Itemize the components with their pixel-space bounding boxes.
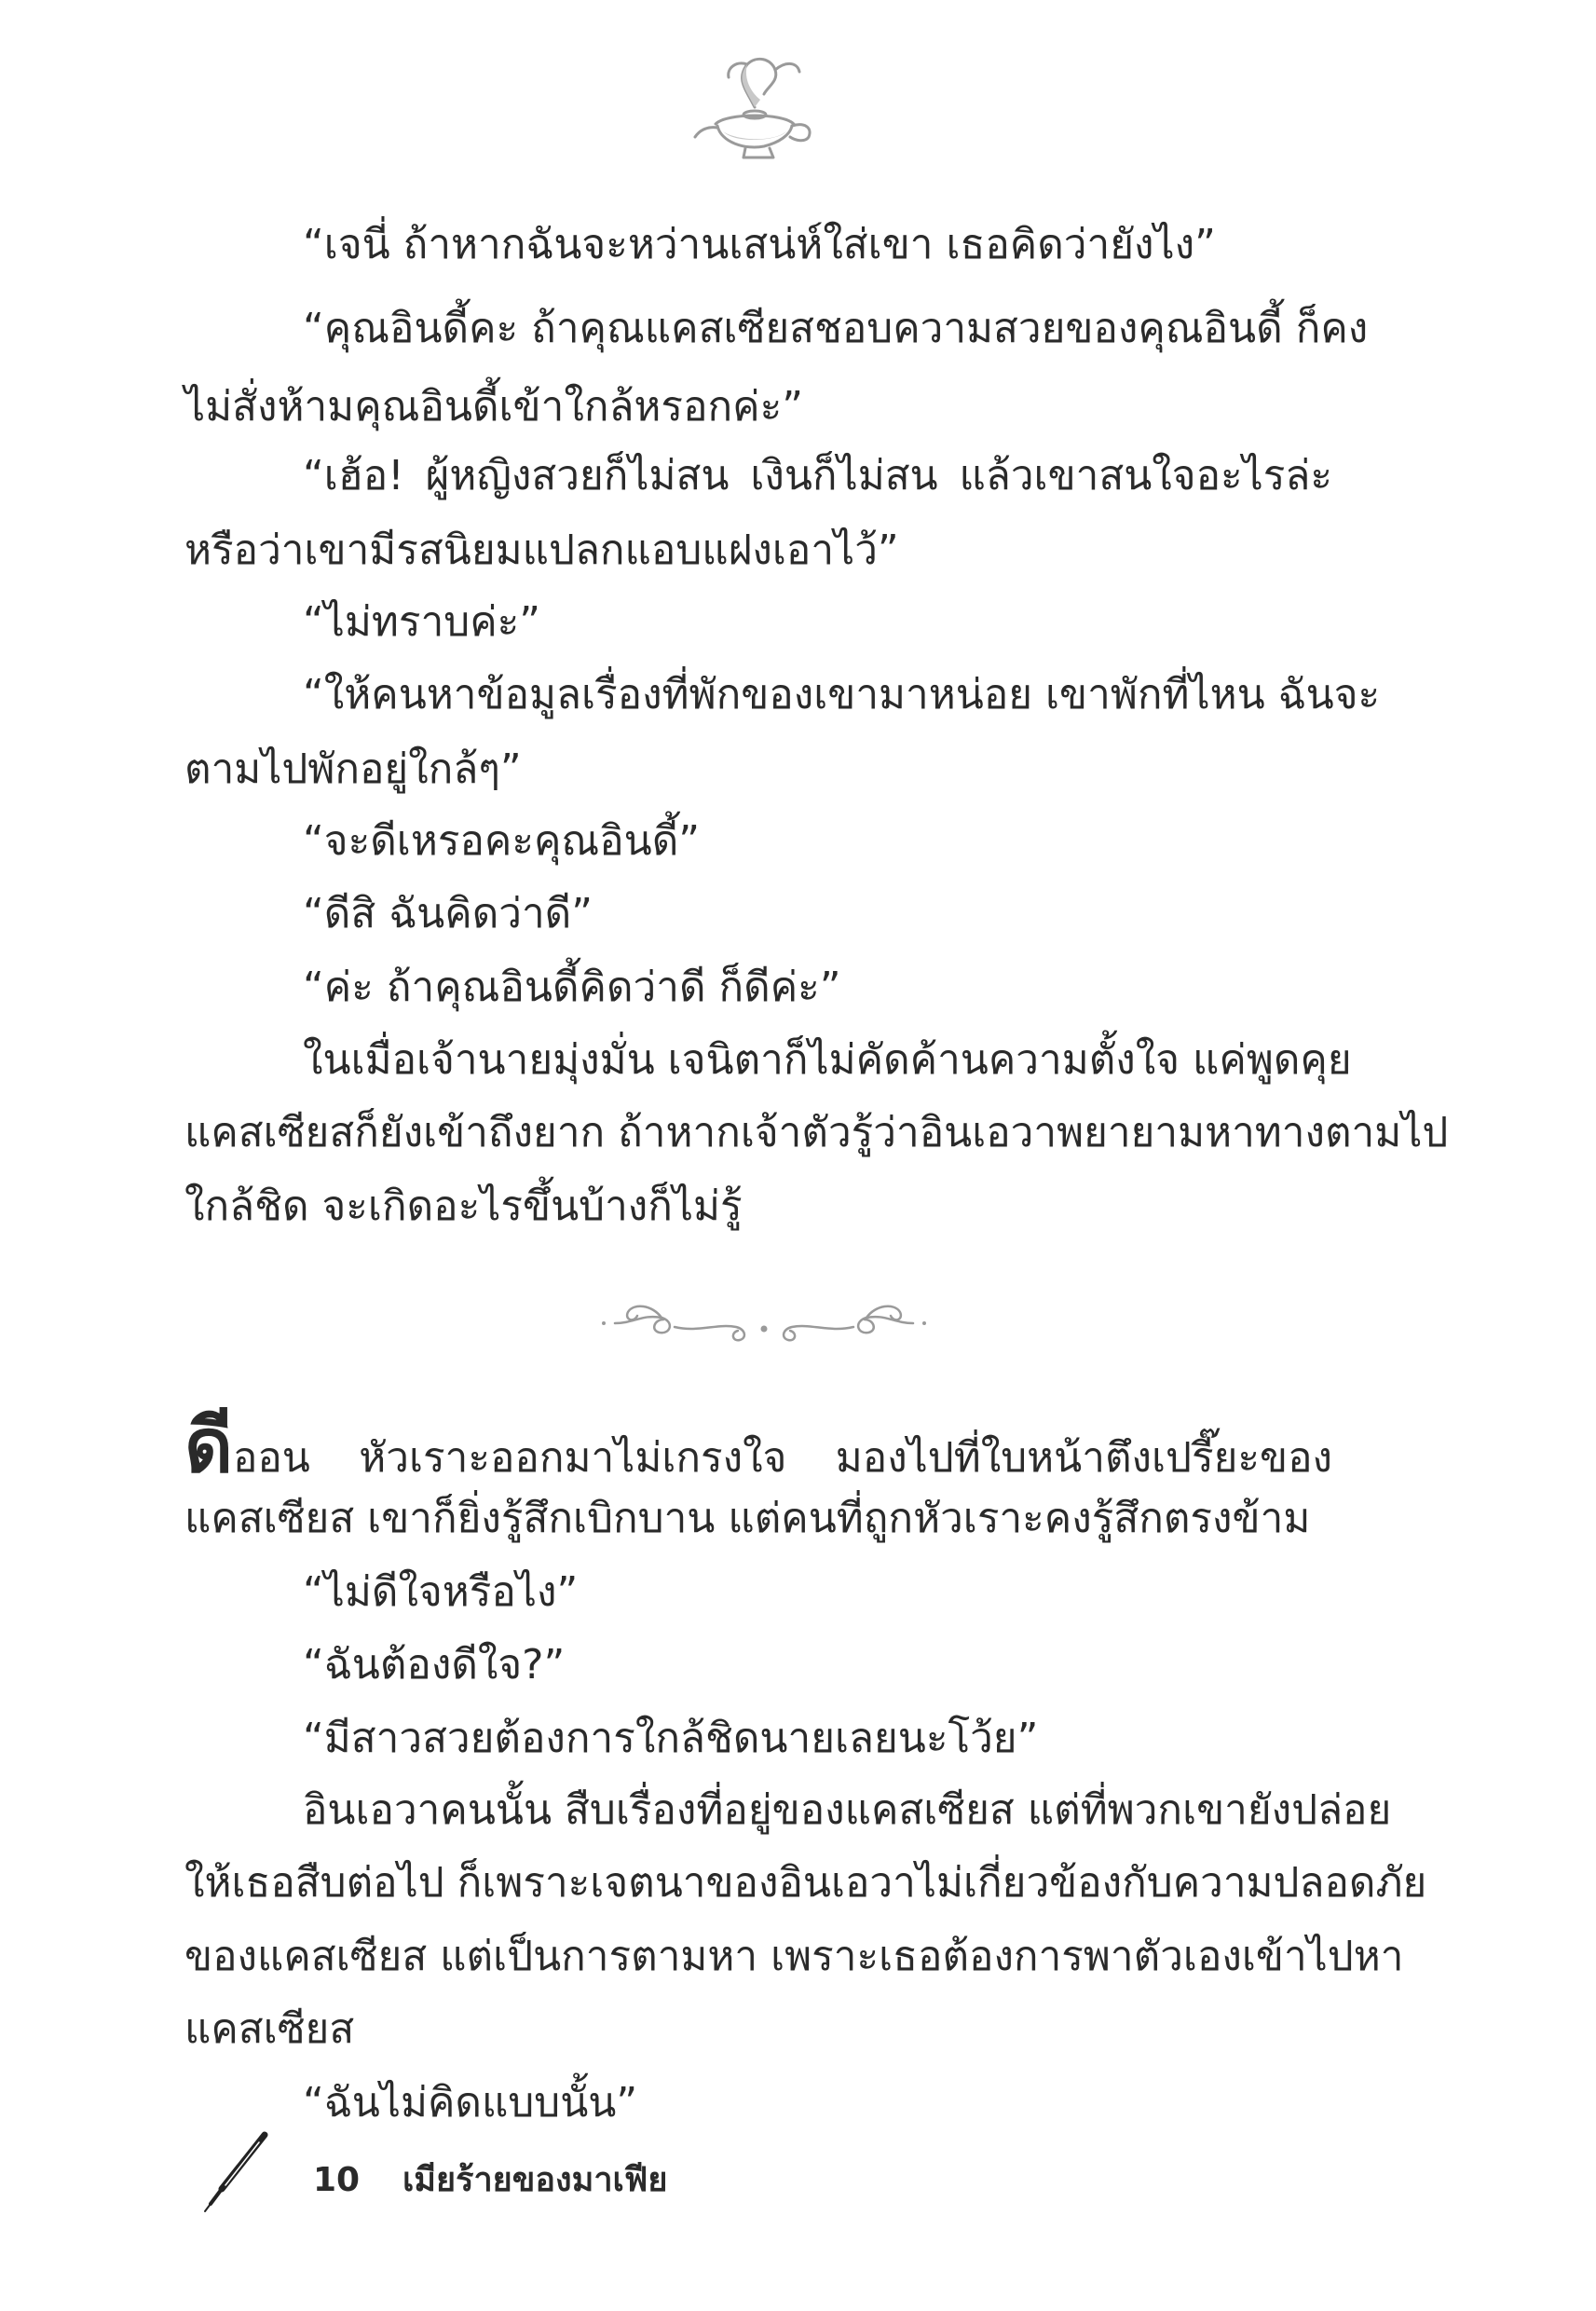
book-title: เมียร้ายของมาเฟีย bbox=[402, 2161, 668, 2199]
paragraph-line: “ไม่ทราบค่ะ” bbox=[303, 598, 541, 646]
drop-cap: ดี bbox=[184, 1402, 233, 1489]
paragraph-line: หรือว่าเขามีรสนิยมแปลกแอบแฝงเอาไว้” bbox=[184, 526, 899, 574]
paragraph-line: “ดีสิ ฉันคิดว่าดี” bbox=[303, 890, 593, 937]
first-line-rest: ออน หัวเราะออกมาไม่เกรงใจ มองไปที่ใบหน้าตึงเปรี๊ยะของ bbox=[232, 1434, 1332, 1482]
paragraph-line: “มีสาวสวยต้องการใกล้ชิดนายเลยนะโว้ย” bbox=[303, 1715, 1039, 1762]
pen-icon bbox=[198, 2129, 272, 2213]
genie-lamp-icon bbox=[689, 51, 820, 163]
scene-divider-ornament bbox=[596, 1286, 932, 1351]
paragraph-line: ให้เธอสืบต่อไป ก็เพราะเจตนาของอินเอวาไม่เกี่ยวข้องกับความปลอดภัย bbox=[184, 1859, 1427, 1907]
paragraph-line: “ฉันไม่คิดแบบนั้น” bbox=[303, 2079, 638, 2126]
page-number: 10 bbox=[313, 2161, 361, 2199]
paragraph-line: “คุณอินดี้คะ ถ้าคุณแคสเซียสชอบความสวยของคุณอินดี้ ก็คง bbox=[303, 305, 1369, 352]
paragraph-line: ของแคสเซียส แต่เป็นการตามหา เพราะเธอต้องการพาตัวเองเข้าไปหา bbox=[184, 1933, 1404, 1980]
paragraph-line: “เจนี่ ถ้าหากฉันจะหว่านเสน่ห์ใส่เขา เธอคิดว่ายังไง” bbox=[303, 221, 1216, 268]
paragraph-line: “ฉันต้องดีใจ?” bbox=[303, 1641, 566, 1689]
paragraph-line: “เฮ้อ! ผู้หญิงสวยก็ไม่สน เงินก็ไม่สน แล้วเขาสนใจอะไรล่ะ bbox=[303, 452, 1332, 499]
paragraph-line: แคสเซียส เขาก็ยิ่งรู้สึกเบิกบาน แต่คนที่ถูกหัวเราะคงรู้สึกตรงข้าม bbox=[184, 1495, 1311, 1542]
paragraph-line: ตามไปพักอยู่ใกล้ๆ” bbox=[184, 745, 522, 793]
first-paragraph-line bbox=[184, 1402, 1332, 1493]
paragraph-line: “ไม่ดีใจหรือไง” bbox=[303, 1568, 579, 1616]
paragraph-line: “ให้คนหาข้อมูลเรื่องที่พักของเขามาหน่อย เขาพักที่ไหน ฉันจะ bbox=[303, 671, 1381, 718]
paragraph-line: ไม่สั่งห้ามคุณอินดี้เข้าใกล้หรอกค่ะ” bbox=[184, 383, 803, 431]
paragraph-line: “ค่ะ ถ้าคุณอินดี้คิดว่าดี ก็ดีค่ะ” bbox=[303, 964, 841, 1011]
paragraph-line: แคสเซียสก็ยังเข้าถึงยาก ถ้าหากเจ้าตัวรู้ว่าอินเอวาพยายามหาทางตามไป bbox=[184, 1109, 1449, 1156]
paragraph-line: ใกล้ชิด จะเกิดอะไรขึ้นบ้างก็ไม่รู้ bbox=[184, 1183, 743, 1230]
paragraph-line: อินเอวาคนนั้น สืบเรื่องที่อยู่ของแคสเซียส แต่ที่พวกเขายังปล่อย bbox=[303, 1786, 1392, 1834]
paragraph-line: ในเมื่อเจ้านายมุ่งมั่น เจนิตาก็ไม่คัดค้านความตั้งใจ แค่พูดคุย bbox=[303, 1036, 1352, 1084]
paragraph-line: “จะดีเหรอคะคุณอินดี้” bbox=[303, 817, 701, 865]
paragraph-line: แคสเซียส bbox=[184, 2005, 355, 2053]
